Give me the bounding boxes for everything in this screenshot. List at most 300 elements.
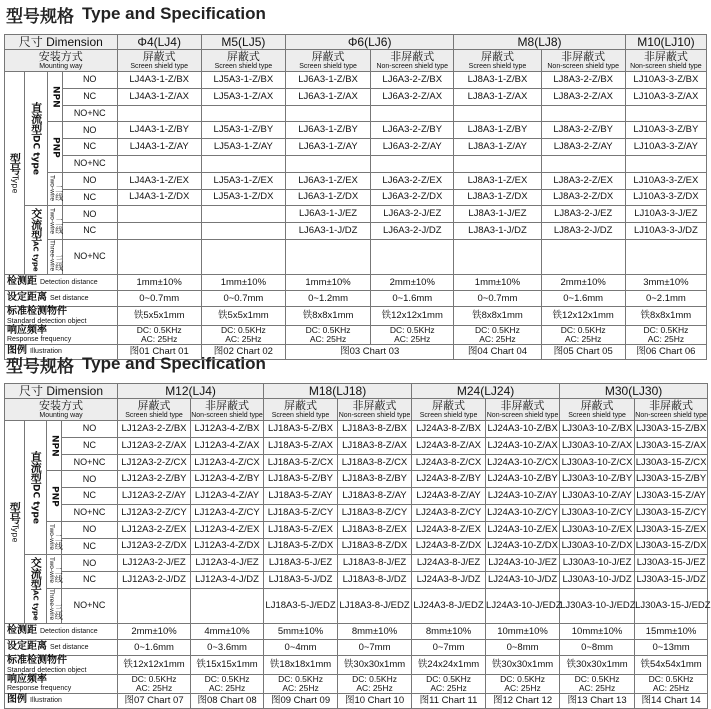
label-text: Non-screen shield type bbox=[547, 62, 619, 70]
nonshield-header bbox=[191, 399, 264, 421]
model-cell: LJ30A3-15-Z/AY bbox=[635, 488, 708, 505]
output-type: NC bbox=[62, 139, 117, 156]
model-cell: LJ30A3-15-Z/EX bbox=[635, 521, 708, 538]
model-cell: LJ10A3-3-Z/DX bbox=[625, 189, 706, 206]
model-cell bbox=[541, 239, 625, 274]
model-cell: LJ24A3-8-Z/BY bbox=[412, 471, 486, 488]
output-type: NO bbox=[62, 206, 117, 223]
model-cell: LJ12A3-2-Z/CY bbox=[118, 504, 191, 521]
output-type: NO bbox=[62, 471, 118, 488]
output-type: NO bbox=[62, 421, 118, 438]
standard-object-value: 铁15x15x1mm bbox=[191, 656, 264, 675]
model-cell: LJ6A3-2-Z/BX bbox=[371, 72, 454, 89]
model-cell: LJ18A3-5-Z/AX bbox=[264, 437, 338, 454]
detection-distance-value: 15mm±10% bbox=[635, 624, 708, 640]
size-header: M18(LJ18) bbox=[264, 384, 412, 399]
detection-distance-value: 2mm±10% bbox=[118, 624, 191, 640]
response-value bbox=[338, 674, 412, 693]
model-cell: LJ18A3-5-Z/DX bbox=[264, 538, 338, 555]
model-cell: LJ8A3-2-Z/AY bbox=[541, 139, 625, 156]
model-cell: LJ30A3-10-J/EZ bbox=[560, 555, 635, 572]
model-cell: LJ6A3-1-Z/AY bbox=[285, 139, 370, 156]
model-cell: LJ30A3-15-Z/AX bbox=[635, 437, 708, 454]
set-distance-label bbox=[5, 640, 118, 656]
model-cell: LJ8A3-2-Z/BY bbox=[541, 122, 625, 139]
model-cell bbox=[285, 155, 370, 172]
model-cell: LJ8A3-2-Z/DX bbox=[541, 189, 625, 206]
model-cell: LJ30A3-15-Z/CY bbox=[635, 504, 708, 521]
model-cell: LJ24A3-8-Z/BX bbox=[412, 421, 486, 438]
standard-object-value: 铁12x12x1mm bbox=[371, 307, 454, 326]
response-ac: AC: 25Hz bbox=[430, 682, 467, 693]
size-header: M5(LJ5) bbox=[201, 35, 285, 50]
two-wire-en: Two-wire bbox=[47, 557, 55, 584]
standard-object-value: 铁54x54x1mm bbox=[635, 656, 708, 675]
label-text: Non-screen shield type bbox=[191, 411, 263, 419]
ac-en: AC type bbox=[31, 590, 40, 622]
model-cell: LJ8A3-1-Z/EX bbox=[454, 172, 541, 189]
size-header: M30(LJ30) bbox=[560, 384, 708, 399]
standard-object-label bbox=[5, 307, 118, 326]
label-text: 非屏蔽式 bbox=[352, 399, 397, 413]
response-value bbox=[560, 674, 635, 693]
model-cell bbox=[625, 155, 706, 172]
detection-distance-value: 8mm±10% bbox=[338, 624, 412, 640]
output-type: NC bbox=[62, 189, 117, 206]
model-cell: LJ6A3-2-Z/EX bbox=[371, 172, 454, 189]
set-distance-en: Set distance bbox=[50, 644, 89, 652]
set-distance-value: 0~8mm bbox=[560, 640, 635, 656]
model-cell: LJ12A3-4-J/EZ bbox=[191, 555, 264, 572]
model-cell bbox=[201, 105, 285, 122]
response-ac: AC: 25Hz bbox=[135, 682, 173, 693]
standard-object-value: 铁12x12x1mm bbox=[118, 656, 191, 675]
response-dc: DC: 0.5KHz bbox=[426, 674, 471, 685]
model-cell: LJ12A3-4-Z/BY bbox=[191, 471, 264, 488]
response-ac: AC: 25Hz bbox=[208, 682, 246, 693]
nonshield-header bbox=[486, 399, 560, 421]
response-ac: AC: 25Hz bbox=[309, 333, 347, 344]
response-dc: DC: 0.5KHz bbox=[389, 325, 435, 336]
model-cell: LJ24A3-10-Z/CY bbox=[486, 504, 560, 521]
output-type: NC bbox=[62, 223, 117, 240]
label-text: Screen shield type bbox=[299, 62, 357, 70]
two-wire-en: Two-wire bbox=[48, 174, 56, 201]
response-ac: AC: 25Hz bbox=[564, 333, 602, 344]
standard-object-value: 铁24x24x1mm bbox=[412, 656, 486, 675]
model-cell: LJ18A3-8-J/EDZ bbox=[338, 588, 412, 623]
model-cell: LJ12A3-2-J/DZ bbox=[118, 572, 191, 589]
model-cell bbox=[117, 155, 201, 172]
model-cell bbox=[191, 588, 264, 623]
model-cell: LJ8A3-1-Z/BY bbox=[454, 122, 541, 139]
section-1-title-cn: 型号规格 bbox=[6, 6, 74, 27]
model-cell: LJ24A3-8-Z/AY bbox=[412, 488, 486, 505]
type-en: Type bbox=[10, 174, 20, 194]
set-distance-value: 0~4mm bbox=[264, 640, 338, 656]
ac-type-label bbox=[25, 206, 47, 275]
label-text: Non-screen shield type bbox=[630, 62, 702, 70]
ac-en: AC type bbox=[31, 241, 40, 273]
model-cell: LJ6A3-2-J/EZ bbox=[371, 206, 454, 223]
model-cell: LJ12A3-4-Z/BX bbox=[191, 421, 264, 438]
model-cell: LJ8A3-2-J/EZ bbox=[541, 206, 625, 223]
detection-distance-value: 8mm±10% bbox=[412, 624, 486, 640]
model-cell: LJ24A3-8-Z/EX bbox=[412, 521, 486, 538]
label-text: Screen shield type bbox=[419, 411, 478, 419]
model-cell bbox=[454, 155, 541, 172]
ac-cn: 交流型 bbox=[29, 557, 43, 591]
model-cell: LJ8A3-1-Z/AY bbox=[454, 139, 541, 156]
model-cell: LJ5A3-1-Z/EX bbox=[201, 172, 285, 189]
pnp-label: PNP bbox=[47, 471, 62, 521]
model-cell: LJ18A3-5-Z/EX bbox=[264, 521, 338, 538]
set-distance-value: 0~13mm bbox=[635, 640, 708, 656]
model-cell: LJ24A3-10-Z/EX bbox=[486, 521, 560, 538]
ac-cn: 交流型 bbox=[29, 208, 43, 242]
model-cell: LJ24A3-8-J/EDZ bbox=[412, 588, 486, 623]
shield-header bbox=[560, 399, 635, 421]
model-cell: LJ6A3-2-J/DZ bbox=[371, 223, 454, 240]
mounting-cn: 安装方式 bbox=[38, 50, 83, 64]
set-distance-value: 0~3.6mm bbox=[191, 640, 264, 656]
nonshield-header bbox=[338, 399, 412, 421]
model-cell: LJ6A3-1-Z/BY bbox=[285, 122, 370, 139]
dc-en: DC type bbox=[30, 135, 41, 176]
set-distance-value: 0~1.2mm bbox=[285, 291, 370, 307]
model-cell: LJ12A3-2-Z/AY bbox=[118, 488, 191, 505]
response-ac: AC: 25Hz bbox=[225, 333, 262, 344]
illustration-value: 图03 Chart 03 bbox=[285, 344, 453, 359]
standard-object-en: Standard detection object bbox=[7, 666, 87, 674]
response-value bbox=[412, 674, 486, 693]
model-cell: LJ8A3-1-Z/DX bbox=[454, 189, 541, 206]
model-cell: LJ30A3-10-Z/BX bbox=[560, 421, 635, 438]
label-text: 屏蔽式 bbox=[142, 50, 176, 64]
illustration-en: Illustration bbox=[30, 697, 62, 705]
set-distance-value: 0~1.6mm bbox=[541, 291, 625, 307]
mounting-en: Mounting way bbox=[39, 411, 83, 419]
output-type: NC bbox=[62, 538, 118, 555]
illustration-value: 图04 Chart 04 bbox=[454, 344, 541, 359]
size-header: M8(LJ8) bbox=[454, 35, 625, 50]
set-distance-cn: 设定距离 bbox=[7, 292, 47, 304]
response-value bbox=[191, 674, 264, 693]
standard-object-value: 铁5x5x1mm bbox=[117, 307, 201, 326]
type-label bbox=[5, 421, 25, 624]
label-text: 非屏蔽式 bbox=[390, 50, 435, 64]
detection-distance-value: 10mm±10% bbox=[560, 624, 635, 640]
response-value bbox=[371, 325, 454, 344]
model-cell: LJ6A3-1-Z/DX bbox=[285, 189, 370, 206]
model-cell: LJ18A3-5-J/EZ bbox=[264, 555, 338, 572]
set-distance-value: 0~0.7mm bbox=[454, 291, 541, 307]
label-text: 非屏蔽式 bbox=[205, 399, 250, 413]
model-cell: LJ12A3-2-Z/EX bbox=[118, 521, 191, 538]
model-cell: LJ30A3-15-Z/BX bbox=[635, 421, 708, 438]
model-cell: LJ30A3-15-Z/DX bbox=[635, 538, 708, 555]
label-text: 屏蔽式 bbox=[480, 50, 514, 64]
set-distance-value: 0~7mm bbox=[412, 640, 486, 656]
model-cell: LJ18A3-8-J/EZ bbox=[338, 555, 412, 572]
label-text: 非屏蔽式 bbox=[643, 50, 688, 64]
response-dc: DC: 0.5KHz bbox=[574, 674, 620, 685]
mounting-header bbox=[5, 399, 118, 421]
nonshield-header bbox=[625, 50, 706, 72]
detection-distance-value: 5mm±10% bbox=[264, 624, 338, 640]
label-text: 屏蔽式 bbox=[580, 399, 614, 413]
size-header: M10(LJ10) bbox=[625, 35, 706, 50]
pnp-label: PNP bbox=[47, 122, 62, 172]
model-cell: LJ24A3-8-Z/CX bbox=[412, 454, 486, 471]
response-ac: AC: 25Hz bbox=[652, 682, 690, 693]
npn-label: NPN bbox=[47, 72, 62, 122]
two-wire-label bbox=[47, 555, 62, 589]
dc-type-label bbox=[25, 72, 47, 206]
model-cell: LJ24A3-10-Z/AY bbox=[486, 488, 560, 505]
model-cell: LJ4A3-1-Z/AY bbox=[117, 139, 201, 156]
output-type: NO bbox=[62, 72, 117, 89]
detection-distance-value: 4mm±10% bbox=[191, 624, 264, 640]
illustration-value: 图05 Chart 05 bbox=[541, 344, 625, 359]
output-type: NO+NC bbox=[62, 239, 117, 274]
set-distance-value: 0~0.7mm bbox=[117, 291, 201, 307]
model-cell bbox=[201, 239, 285, 274]
model-cell bbox=[117, 239, 201, 274]
model-cell: LJ30A3-10-J/DZ bbox=[560, 572, 635, 589]
illustration-value: 图02 Chart 02 bbox=[201, 344, 285, 359]
response-dc: DC: 0.5KHz bbox=[278, 674, 323, 685]
model-cell bbox=[454, 105, 541, 122]
response-value bbox=[264, 674, 338, 693]
illustration-value: 图11 Chart 11 bbox=[412, 693, 486, 708]
output-type: NO+NC bbox=[62, 504, 118, 521]
label-text: Non-screen shield type bbox=[338, 411, 411, 419]
response-value bbox=[635, 674, 708, 693]
response-ac: AC: 25Hz bbox=[141, 333, 178, 344]
model-cell bbox=[285, 105, 370, 122]
dc-en: DC type bbox=[30, 484, 41, 525]
model-cell: LJ6A3-2-Z/DX bbox=[371, 189, 454, 206]
response-value bbox=[625, 325, 706, 344]
model-cell bbox=[454, 239, 541, 274]
type-en: Type bbox=[10, 523, 20, 543]
size-header: M24(LJ24) bbox=[412, 384, 560, 399]
standard-object-en: Standard detection object bbox=[7, 317, 87, 325]
nonshield-header bbox=[371, 50, 454, 72]
spec-table-2 bbox=[4, 383, 711, 709]
response-value bbox=[454, 325, 541, 344]
type-cn: 型号 bbox=[8, 501, 22, 524]
model-cell: LJ6A3-1-Z/AX bbox=[285, 88, 370, 105]
model-cell bbox=[117, 105, 201, 122]
label-text: 非屏蔽式 bbox=[561, 50, 606, 64]
detection-distance-value: 1mm±10% bbox=[454, 275, 541, 291]
model-cell: LJ8A3-1-J/EZ bbox=[454, 206, 541, 223]
three-wire-en: Three-wire bbox=[47, 588, 55, 621]
model-cell bbox=[201, 206, 285, 223]
response-en: Response frequency bbox=[7, 336, 72, 344]
response-dc: DC: 0.5KHz bbox=[131, 674, 177, 685]
shield-header bbox=[201, 50, 285, 72]
model-cell: LJ30A3-15-J/EZ bbox=[635, 555, 708, 572]
model-cell bbox=[201, 223, 285, 240]
standard-object-value: 铁8x8x1mm bbox=[454, 307, 541, 326]
three-wire-en: Three-wire bbox=[48, 239, 56, 272]
model-cell: LJ24A3-8-Z/AX bbox=[412, 437, 486, 454]
response-value bbox=[486, 674, 560, 693]
two-wire-label bbox=[47, 206, 62, 240]
model-cell: LJ30A3-10-Z/CX bbox=[560, 454, 635, 471]
model-cell: LJ18A3-5-J/DZ bbox=[264, 572, 338, 589]
model-cell: LJ6A3-2-Z/AY bbox=[371, 139, 454, 156]
model-cell: LJ12A3-2-Z/BY bbox=[118, 471, 191, 488]
model-cell: LJ6A3-1-J/EZ bbox=[285, 206, 370, 223]
response-cn: 响应频率 bbox=[7, 324, 47, 336]
model-cell: LJ10A3-3-Z/EX bbox=[625, 172, 706, 189]
model-cell: LJ30A3-15-Z/BY bbox=[635, 471, 708, 488]
standard-object-value: 铁30x30x1mm bbox=[338, 656, 412, 675]
model-cell: LJ24A3-10-Z/DX bbox=[486, 538, 560, 555]
size-header: Φ4(LJ4) bbox=[117, 35, 201, 50]
model-cell bbox=[201, 155, 285, 172]
model-cell: LJ12A3-4-Z/DX bbox=[191, 538, 264, 555]
model-cell: LJ30A3-10-Z/DX bbox=[560, 538, 635, 555]
model-cell: LJ5A3-1-Z/BY bbox=[201, 122, 285, 139]
model-cell: LJ6A3-1-Z/BX bbox=[285, 72, 370, 89]
type-label bbox=[5, 72, 25, 275]
label-text: 非屏蔽式 bbox=[500, 399, 545, 413]
two-wire-label bbox=[47, 521, 62, 555]
model-cell: LJ8A3-1-Z/BX bbox=[454, 72, 541, 89]
dc-type-label bbox=[25, 421, 47, 555]
model-cell: LJ24A3-10-Z/BX bbox=[486, 421, 560, 438]
model-cell: LJ12A3-4-Z/AY bbox=[191, 488, 264, 505]
label-text: Screen shield type bbox=[271, 411, 330, 419]
two-wire-cn: 二线 bbox=[54, 184, 64, 201]
response-ac: AC: 25Hz bbox=[647, 333, 685, 344]
shield-header bbox=[412, 399, 486, 421]
dimension-header: 尺寸 Dimension bbox=[5, 384, 118, 399]
output-type: NC bbox=[62, 572, 118, 589]
illustration-value: 图07 Chart 07 bbox=[118, 693, 191, 708]
model-cell: LJ30A3-10-Z/AY bbox=[560, 488, 635, 505]
section-2-title-cn: 型号规格 bbox=[6, 356, 74, 377]
model-cell: LJ12A3-4-Z/EX bbox=[191, 521, 264, 538]
set-distance-value: 0~7mm bbox=[338, 640, 412, 656]
three-wire-cn: 三线 bbox=[54, 604, 64, 621]
model-cell: LJ24A3-8-Z/DX bbox=[412, 538, 486, 555]
output-type: NC bbox=[62, 437, 118, 454]
dimension-header: 尺寸 Dimension bbox=[5, 35, 118, 50]
label-text: Screen shield type bbox=[125, 411, 183, 419]
model-cell: LJ24A3-8-Z/CY bbox=[412, 504, 486, 521]
ac-type-label bbox=[25, 555, 47, 624]
detection-distance-en: Detection distance bbox=[40, 628, 98, 636]
model-cell: LJ6A3-2-Z/AX bbox=[371, 88, 454, 105]
model-cell: LJ8A3-2-Z/BX bbox=[541, 72, 625, 89]
detection-distance-label bbox=[5, 275, 118, 291]
illustration-value: 图12 Chart 12 bbox=[486, 693, 560, 708]
response-dc: DC: 0.5KHz bbox=[500, 674, 545, 685]
model-cell: LJ18A3-8-Z/AY bbox=[338, 488, 412, 505]
label-text: 屏蔽式 bbox=[432, 399, 466, 413]
response-ac: AC: 25Hz bbox=[356, 682, 393, 693]
spec-section-2 bbox=[0, 350, 710, 378]
label-text: 屏蔽式 bbox=[226, 50, 260, 64]
detection-distance-en: Detection distance bbox=[40, 279, 98, 287]
illustration-value: 图06 Chart 06 bbox=[625, 344, 706, 359]
model-cell: LJ18A3-5-Z/BX bbox=[264, 421, 338, 438]
model-cell: LJ18A3-8-J/DZ bbox=[338, 572, 412, 589]
response-dc: DC: 0.5KHz bbox=[352, 674, 397, 685]
model-cell: LJ12A3-4-Z/CY bbox=[191, 504, 264, 521]
model-cell bbox=[117, 206, 201, 223]
section-2-title-en: Type and Specification bbox=[82, 354, 266, 373]
set-distance-en: Set distance bbox=[50, 295, 89, 303]
output-type: NO+NC bbox=[62, 155, 117, 172]
model-cell bbox=[541, 155, 625, 172]
two-wire-en: Two-wire bbox=[47, 523, 55, 550]
label-text: Non-screen shield type bbox=[486, 411, 559, 419]
model-cell: LJ30A3-10-Z/CY bbox=[560, 504, 635, 521]
two-wire-cn: 二线 bbox=[54, 567, 64, 584]
shield-header bbox=[264, 399, 338, 421]
detection-distance-label bbox=[5, 624, 118, 640]
label-text: Non-screen shield type bbox=[635, 411, 707, 419]
response-dc: DC: 0.5KHz bbox=[220, 325, 266, 336]
detection-distance-cn: 检测距 bbox=[7, 276, 37, 288]
output-type: NO bbox=[62, 122, 117, 139]
model-cell: LJ18A3-8-Z/CY bbox=[338, 504, 412, 521]
model-cell: LJ4A3-1-Z/AX bbox=[117, 88, 201, 105]
model-cell: LJ18A3-5-Z/AY bbox=[264, 488, 338, 505]
label-text: 屏蔽式 bbox=[137, 399, 171, 413]
model-cell bbox=[371, 239, 454, 274]
model-cell: LJ8A3-2-Z/EX bbox=[541, 172, 625, 189]
model-cell: LJ8A3-1-J/DZ bbox=[454, 223, 541, 240]
model-cell: LJ30A3-15-Z/CX bbox=[635, 454, 708, 471]
label-text: Screen shield type bbox=[568, 411, 626, 419]
model-cell: LJ12A3-2-J/EZ bbox=[118, 555, 191, 572]
dc-cn: 直流型 bbox=[29, 451, 43, 485]
output-type: NO bbox=[62, 555, 118, 572]
standard-object-value: 铁8x8x1mm bbox=[285, 307, 370, 326]
illustration-value: 图01 Chart 01 bbox=[117, 344, 201, 359]
set-distance-value: 0~0.7mm bbox=[201, 291, 285, 307]
model-cell: LJ12A3-2-Z/AX bbox=[118, 437, 191, 454]
model-cell: LJ12A3-2-Z/CX bbox=[118, 454, 191, 471]
two-wire-cn: 二线 bbox=[54, 218, 64, 235]
model-cell: LJ8A3-2-J/DZ bbox=[541, 223, 625, 240]
model-cell: LJ5A3-1-Z/BX bbox=[201, 72, 285, 89]
label-text: Screen shield type bbox=[214, 62, 273, 70]
response-dc: DC: 0.5KHz bbox=[643, 325, 689, 336]
detection-distance-value: 2mm±10% bbox=[541, 275, 625, 291]
mounting-header bbox=[5, 50, 118, 72]
response-dc: DC: 0.5KHz bbox=[648, 674, 694, 685]
mounting-cn: 安装方式 bbox=[39, 399, 84, 413]
model-cell: LJ30A3-10-Z/EX bbox=[560, 521, 635, 538]
illustration-value: 图14 Chart 14 bbox=[635, 693, 708, 708]
response-label bbox=[5, 325, 118, 344]
shield-header bbox=[454, 50, 541, 72]
type-cn: 型号 bbox=[8, 152, 22, 175]
npn-label: NPN bbox=[47, 421, 62, 471]
standard-object-value: 铁5x5x1mm bbox=[201, 307, 285, 326]
shield-header bbox=[117, 50, 201, 72]
mounting-en: Mounting way bbox=[39, 62, 83, 70]
